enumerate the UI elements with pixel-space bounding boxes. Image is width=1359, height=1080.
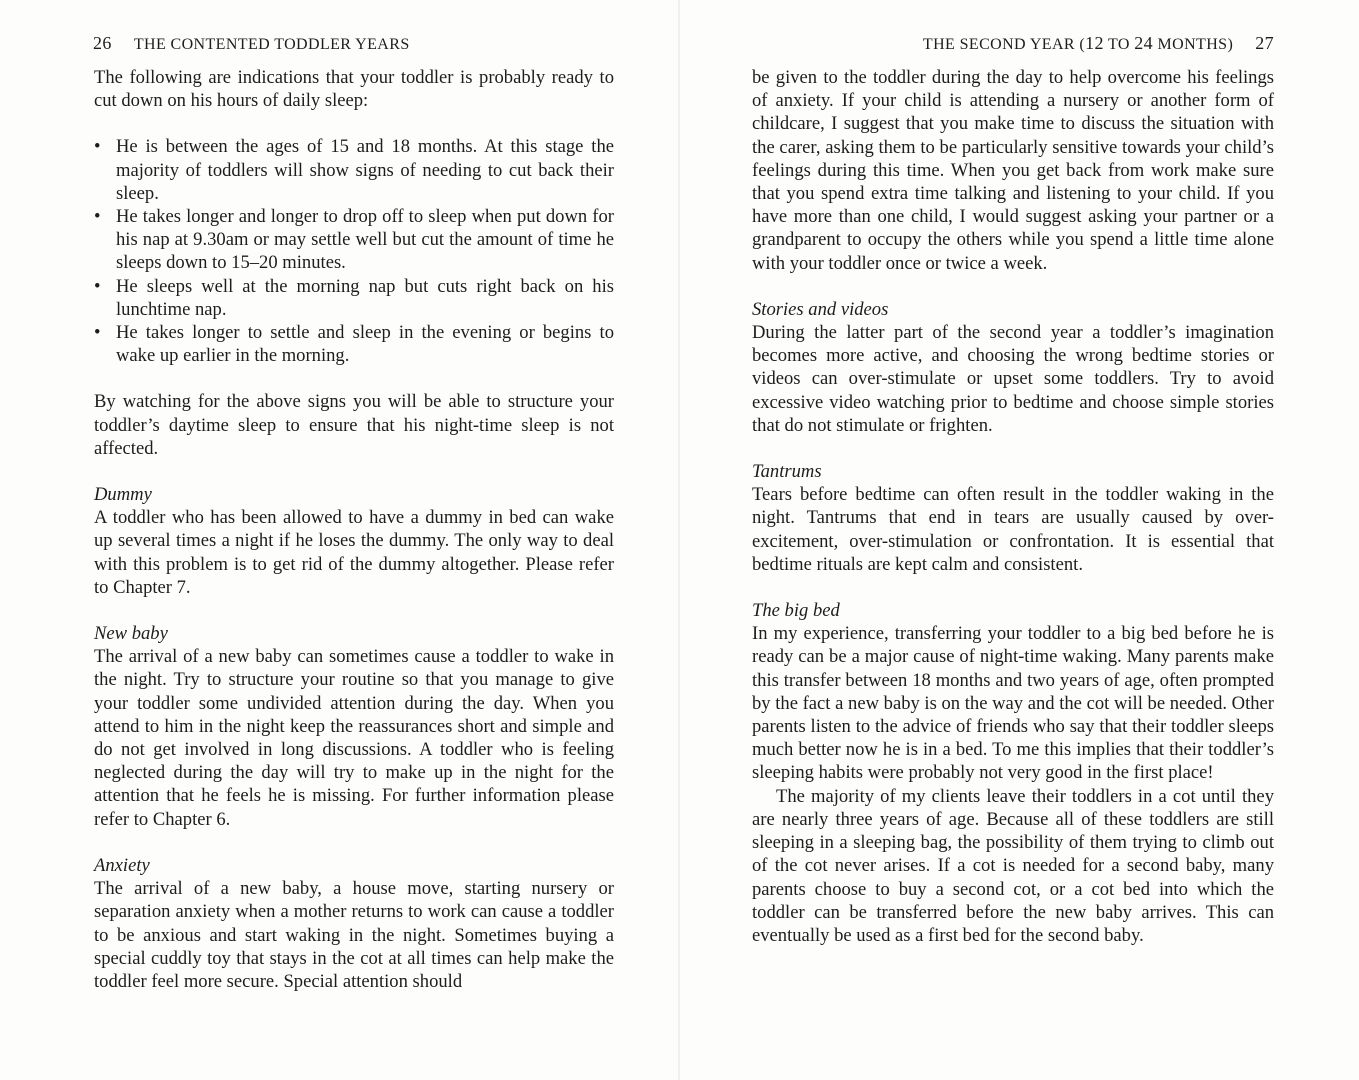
continuation-paragraph: be given to the toddler during the day to help overcome his feelings of anxiety. If your child is attending a nursery or another form of childcare, I suggest that you make time to discuss the situation with the carer, asking them to be particularly sensitive towards your child’s feelings during this time. When you get back from work make sure that you spend extra time talking and listening to your child. If you have more than one child, I would suggest asking your partner or a grandparent to occupy the others while you spend a little time alone with your toddler once or twice a week. — [752, 67, 1274, 274]
section-text-tantrums: Tears before bedtime can often result in the toddler waking in the night. Tantrums that end in tears are usually caused by over-excitement, over-stimulation or confrontation. It is essential that bedtime rituals are kept calm and consistent. — [752, 484, 1274, 575]
list-item: • He sleeps well at the morning nap but cuts right back on his lunchtime nap. — [94, 275, 614, 321]
after-list-paragraph: By watching for the above signs you will be able to structure your toddler’s daytime sleep to ensure that his night-time sleep is not affected. — [94, 391, 614, 459]
section-text-anxiety: The arrival of a new baby, a house move, starting nursery or separation anxiety when a mother returns to work can cause a toddler to be anxious and start waking in the night. Sometimes buying a special cuddly toy that stays in the cot at all times can help make the toddler feel more secure. Special attention should — [94, 878, 614, 992]
section-text-big-bed-continued: The majority of my clients leave their toddlers in a cot until they are nearly three years of age. Because all of these toddlers are still sleeping in a sleeping bag, the possibility of them trying to climb out of the cot never arises. If a cot is needed for a second baby, many parents choose to buy a second cot, or a cot bed into which the toddler can be transferred before the new baby arrives. This can eventually be used as a first bed for the second baby. — [752, 785, 1274, 946]
right-running-head — [923, 33, 1274, 54]
left-running-head-title: THE CONTENTED TODDLER YEARS — [133, 36, 410, 53]
left-page-number: 26 — [93, 33, 112, 53]
left-page-body — [94, 66, 614, 993]
right-page — [680, 0, 1359, 1080]
section-text-dummy: A toddler who has been allowed to have a dummy in bed can wake up several times a night if he loses the dummy. The only way to deal with this problem is to get rid of the dummy altogether. Please refer to Chapter 7. — [94, 507, 614, 598]
section-text-big-bed: In my experience, transferring your toddler to a big bed before he is ready can be a major cause of night-time waking. Many parents make this transfer between 18 months and two years of age, often prompted by the fact a new baby is on the way and the cot will be needed. Other parents listen to the advice of friends who say that their toddler sleeps much better now he is in a bed. To me this implies that their toddler’s sleeping habits were probably not very good in the first place! — [752, 623, 1274, 784]
right-page-body — [752, 66, 1274, 947]
section-heading-anxiety: Anxiety — [94, 854, 150, 876]
section-text-stories-and-videos: During the latter part of the second year a toddler’s imagination becomes more active, and choosing the wrong bedtime stories or videos can over-stimulate or upset some toddlers. Try to avoid excessive video watching prior to bedtime and choose simple stories that do not stimulate or frighten. — [752, 322, 1274, 436]
section-heading-big-bed: The big bed — [752, 600, 840, 622]
intro-paragraph: The following are indications that your toddler is probably ready to cut down on his hours of daily sleep: — [94, 67, 614, 112]
list-item: • He takes longer to settle and sleep in the evening or begins to wake up earlier in the morning. — [94, 321, 614, 367]
right-running-head-title: THE SECOND YEAR (12 TO 24 MONTHS) — [922, 33, 1234, 53]
list-item: • He takes longer and longer to drop off to sleep when put down for his nap at 9.30am or may settle well but cut the amount of time he sleeps down to 15–20 minutes. — [94, 205, 614, 275]
section-heading-tantrums: Tantrums — [752, 461, 822, 483]
section-heading-dummy: Dummy — [94, 484, 152, 506]
sleep-signs-list — [94, 135, 614, 367]
left-page — [0, 0, 679, 1080]
section-heading-stories-and-videos: Stories and videos — [752, 298, 889, 320]
section-text-new-baby: The arrival of a new baby can sometimes cause a toddler to wake in the night. Try to structure your routine so that you manage to give your toddler some undivided attention during the day. When you attend to him in the night keep the reassurances short and simple and do not get involved in long discussions. A toddler who is feeling neglected during the day will try to make up in the night for the attention that he feels he is missing. For further information please refer to Chapter 6. — [94, 646, 614, 830]
section-heading-new-baby: New baby — [94, 623, 168, 645]
right-page-number: 27 — [1255, 33, 1274, 53]
left-running-head — [93, 33, 410, 54]
list-item: • He is between the ages of 15 and 18 months. At this stage the majority of toddlers will show signs of needing to cut back their sleep. — [94, 135, 614, 205]
